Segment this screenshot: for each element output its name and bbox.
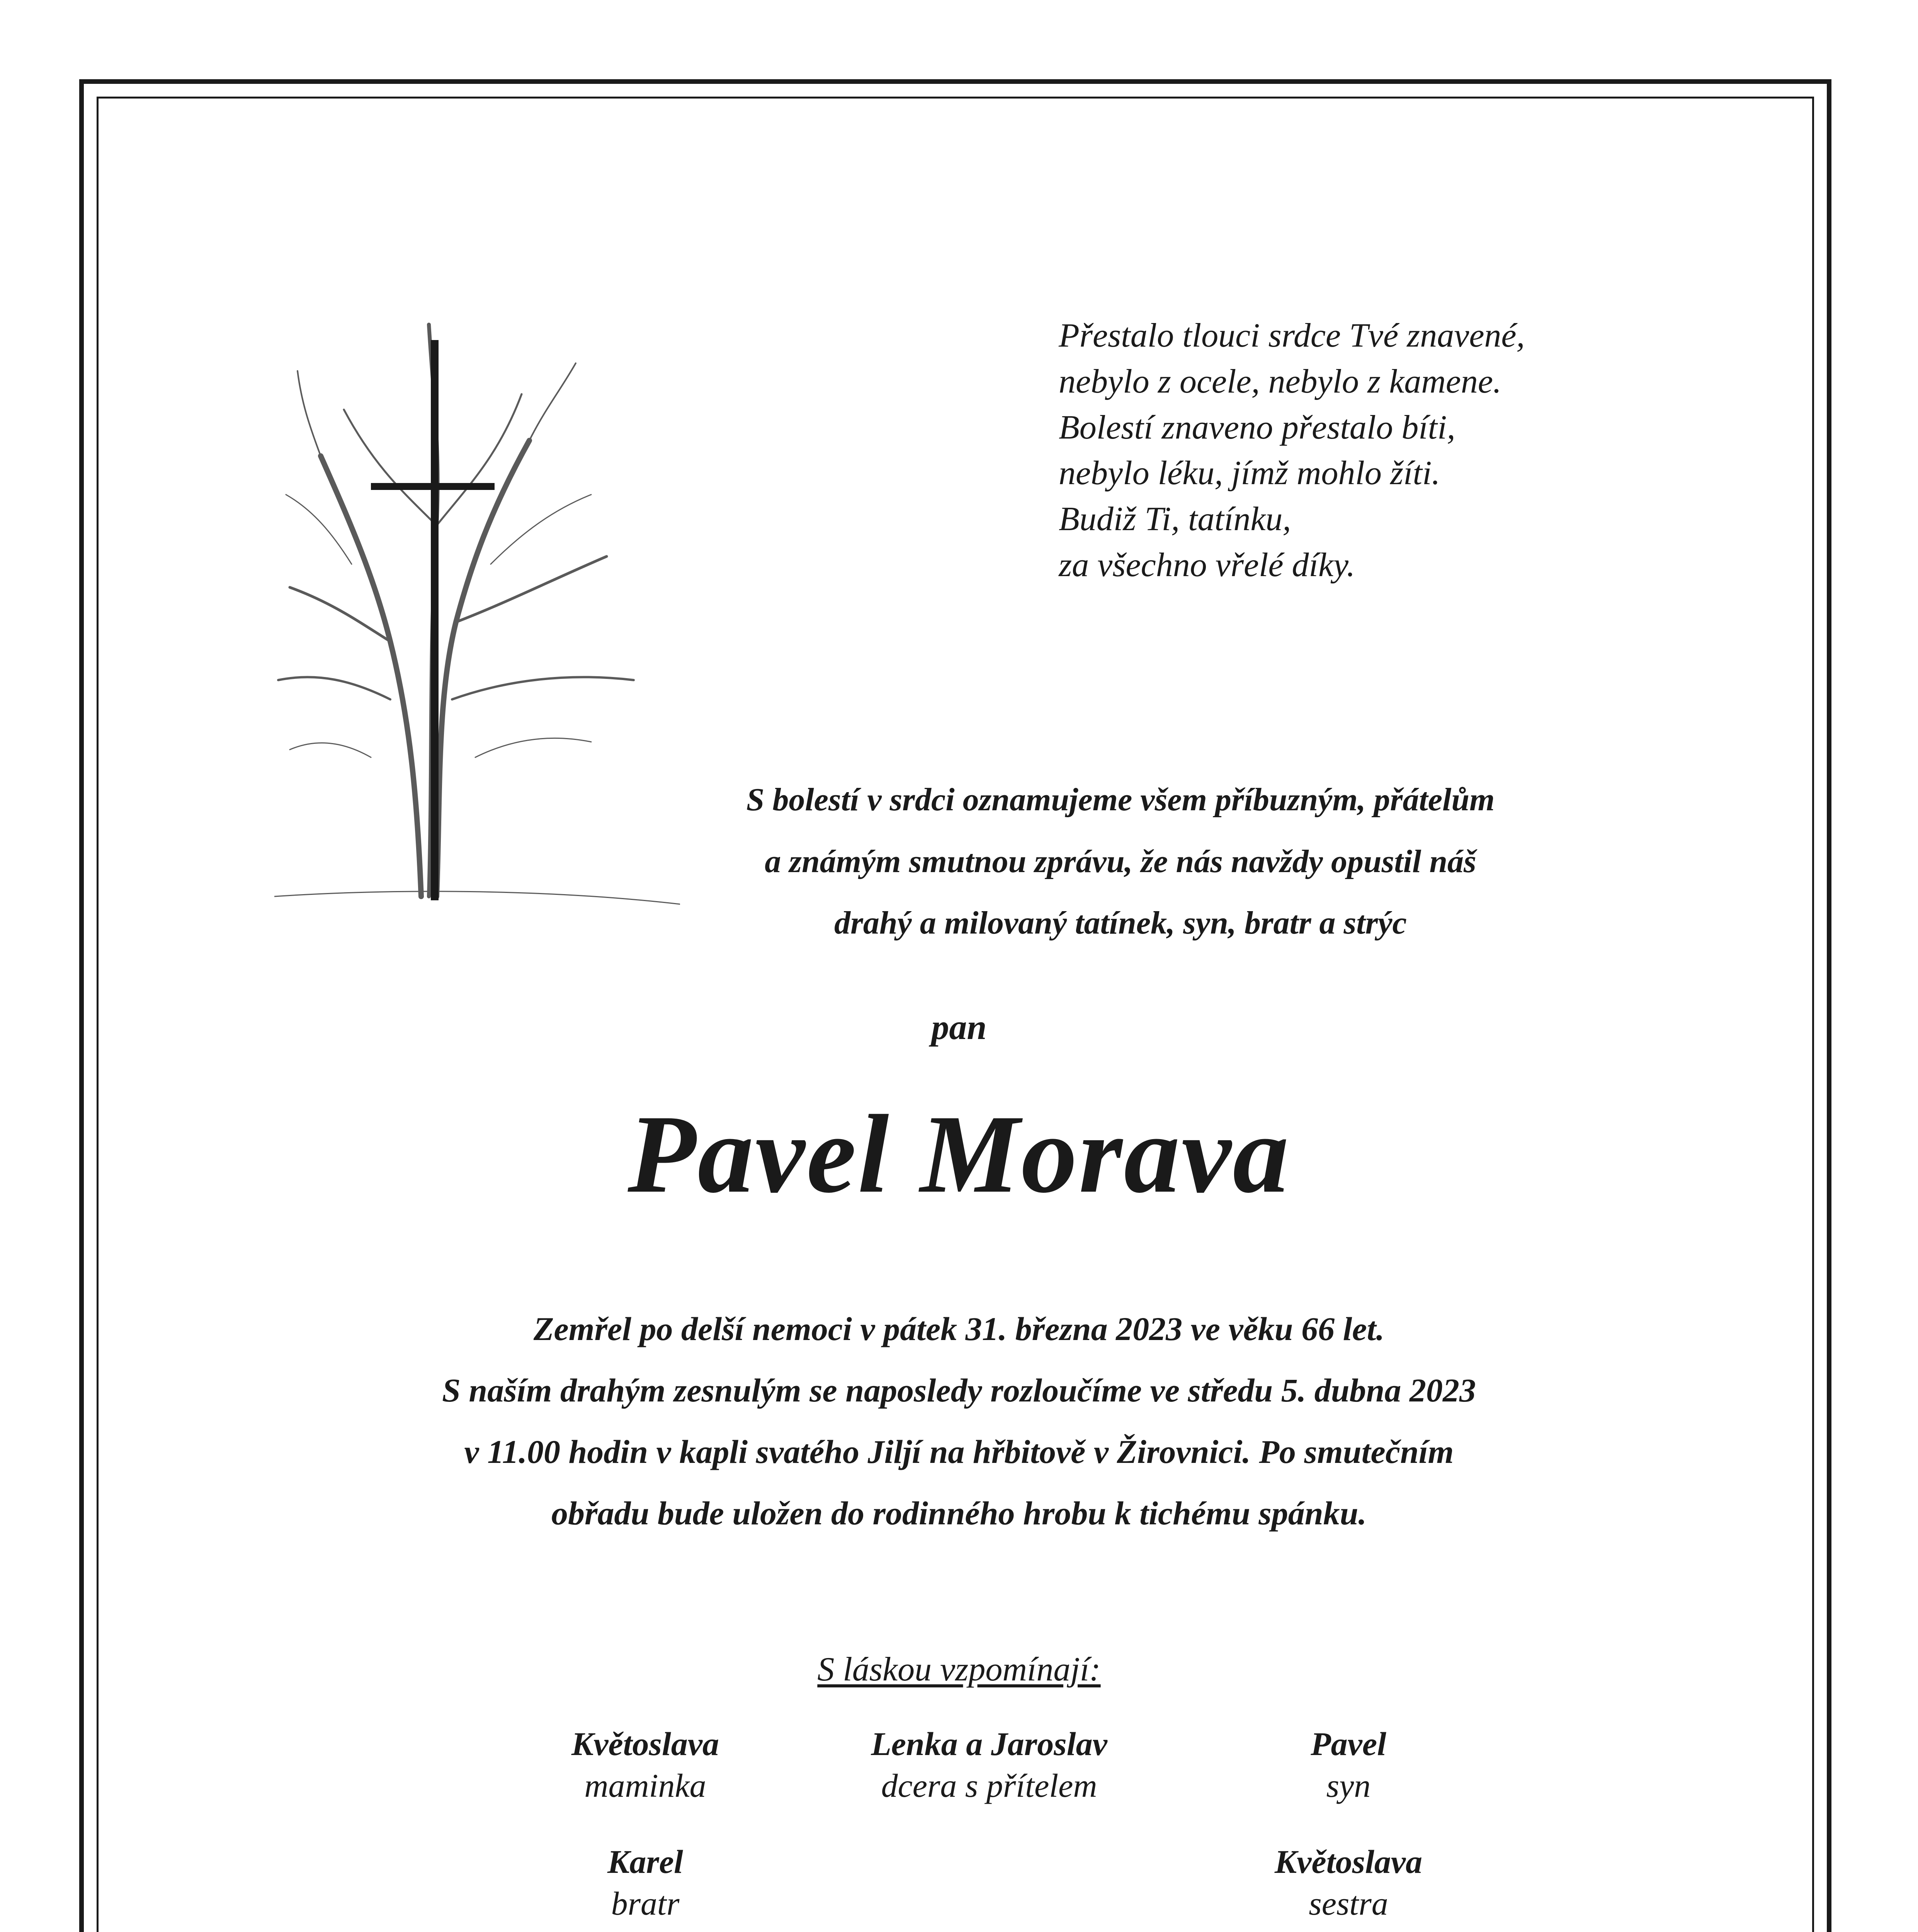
poem-line: nebylo z ocele, nebylo z kamene. [1059, 362, 1501, 400]
announcement-line: drahý a milovaný tatínek, syn, bratr a strýc [834, 905, 1407, 941]
mourner-entry [1175, 1723, 1522, 1806]
poem-line: za všechno vřelé díky. [1059, 546, 1355, 584]
details-line: v 11.00 hodin v kapli svatého Jiljí na hřbitově v Žirovnici. Po smutečním [464, 1433, 1454, 1471]
mourner-relation: maminka [584, 1767, 706, 1804]
mourner-entry [471, 1723, 819, 1806]
deceased-name: Pavel Morava [627, 1092, 1291, 1216]
details-line: S naším drahým zesnulým se naposledy rozloučíme ve středu 5. dubna 2023 [442, 1372, 1476, 1409]
mourner-relation: bratr [611, 1884, 680, 1922]
mourners-heading: S láskou vzpomínají: [817, 1651, 1101, 1688]
mourner-name: Květoslava [571, 1725, 719, 1762]
mourner-name: Květoslava [1274, 1843, 1423, 1880]
memorial-poem [1059, 313, 1754, 588]
poem-line: Budiž Ti, tatínku, [1059, 500, 1291, 538]
announcement-line: a známým smutnou zprávu, že nás navždy opustil náš [765, 843, 1476, 879]
mourner-relation: syn [1326, 1767, 1371, 1804]
details-line: Zemřel po delší nemoci v pátek 31. března 2023 ve věku 66 let. [533, 1310, 1385, 1347]
poem-line: Přestalo tlouci srdce Tvé znavené, [1059, 317, 1525, 354]
details-line: obřadu bude uložen do rodinného hrobu k tichému spánku. [551, 1495, 1367, 1532]
mourner-entry [1175, 1841, 1522, 1924]
mourner-entry [815, 1723, 1163, 1806]
poem-line: Bolestí znaveno přestalo bíti, [1059, 408, 1456, 446]
mourner-relation: dcera s přítelem [881, 1767, 1097, 1804]
mourner-relation: sestra [1309, 1884, 1388, 1922]
mourner-name: Lenka a Jaroslav [871, 1725, 1107, 1762]
poem-line: nebylo léku, jímž mohlo žíti. [1059, 454, 1440, 492]
announcement-line: S bolestí v srdci oznamujeme všem příbuzným, přátelům [746, 782, 1495, 818]
mourner-entry [471, 1841, 819, 1924]
announcement [618, 769, 1623, 954]
mourner-name: Pavel [1311, 1725, 1386, 1762]
honorific: pan [931, 1007, 987, 1047]
mourner-name: Karel [607, 1843, 683, 1880]
funeral-details [232, 1298, 1686, 1544]
